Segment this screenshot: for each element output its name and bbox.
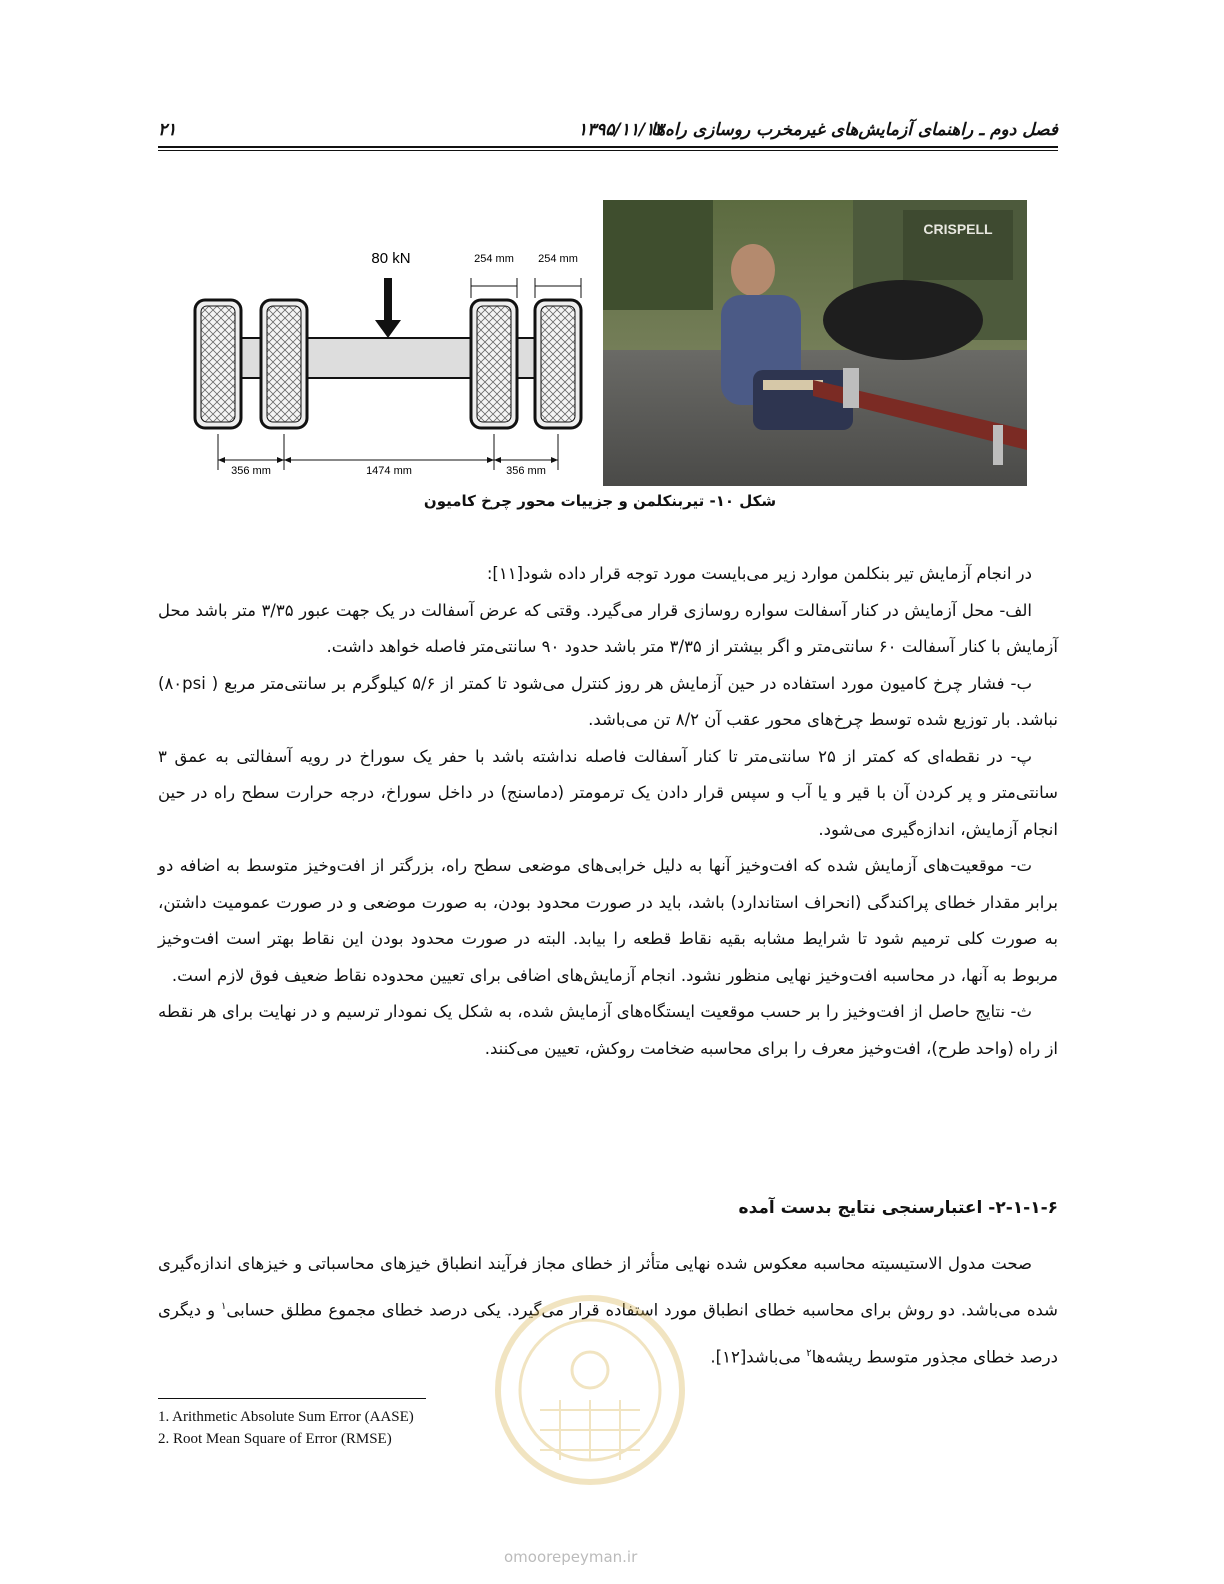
item-se: ث- نتایج حاصل از افت‌وخیز را بر حسب موقعیت ایستگاه‌های آزمایش شده، به شکل یک نمودار ترسیم و در نهایت برای هر نقطه از راه (واحد طرح)، افت‌وخیز معرف را برای محاسبه ضخامت روکش، تعیین می‌کنند. xyxy=(158,1002,1058,1058)
figure-caption: شکل ۱۰- تیربنکلمن و جزییات محور چرخ کامیون xyxy=(423,492,777,510)
footnote-rule xyxy=(158,1398,426,1399)
section-text-part3: می‌باشد[۱۲]. xyxy=(710,1347,807,1366)
load-label: 80 kN xyxy=(371,250,411,267)
watermark-seal-icon xyxy=(490,1290,690,1510)
watermark-url: omoorepeyman.ir xyxy=(504,1548,638,1566)
footnote-1: 1. Arithmetic Absolute Sum Error (AASE) xyxy=(158,1409,414,1425)
section-heading: ۲-۱-۱-۶- اعتبارسنجی نتایج بدست آمده xyxy=(738,1198,1058,1218)
spacing-middle-label: 1474 mm xyxy=(366,465,412,477)
header-rule-thin xyxy=(158,150,1058,151)
tire-left-inner xyxy=(261,300,307,428)
footnote-ref-2: ۲ xyxy=(806,1347,812,1359)
tire-width-label-1: 254 mm xyxy=(474,253,514,265)
header-date: ۱۳۹۵/۱۱/۱۳ xyxy=(578,120,664,140)
header-rule xyxy=(158,146,1058,148)
tire-left-outer xyxy=(195,300,241,428)
chapter-title: فصل دوم ـ راهنمای آزمایش‌های غیرمخرب روسازی راه‌ها xyxy=(650,120,1058,140)
tire-width-label-2: 254 mm xyxy=(538,253,578,265)
figure-10 xyxy=(185,198,1027,488)
spacing-right-label: 356 mm xyxy=(506,465,546,477)
section-text-part1: صحت مدول الاستیسیته محاسبه معکوس شده نهایی متأثر از خطای مجاز فرآیند انطباق خیزهای محاسباتی و خیزهای اندازه‌گیری شده می‌باشد. دو روش برای محاسبه خطای انطباق مورد استفاده قرار می‌گیرد. یکی درصد خطای مجموع مطلق حسابی xyxy=(158,1254,1058,1320)
section-text-part2: و دیگری درصد خطای مجذور متوسط ریشه‌ها xyxy=(158,1300,1058,1366)
item-be: ب- فشار چرخ کامیون مورد استفاده در حین آزمایش هر روز کنترل می‌شود تا کمتر از ۵/۶ کیلوگرم بر سانتی‌متر مربع ( ۸۰psi) نباشد. بار توزیع شده توسط چرخ‌های محور عقب آن ۸/۲ تن می‌باشد. xyxy=(158,673,1058,729)
page-number: ۲۱ xyxy=(158,120,177,140)
body-text xyxy=(158,556,1058,1067)
item-alef: الف- محل آزمایش در کنار آسفالت سواره روسازی قرار می‌گیرد. وقتی که عرض آسفالت در یک جهت عبور ۳/۳۵ متر باشد محل آزمایش با کنار آسفالت ۶۰ سانتی‌متر و اگر بیشتر از ۳/۳۵ متر باشد حدود ۹۰ سانتی‌متر فاصله خواهد داشت. xyxy=(158,600,1058,656)
item-te: ت- موقعیت‌های آزمایش شده که افت‌وخیز آنها به دلیل خرابی‌های موضعی سطح راه، بزرگتر از افت‌وخیز متوسط به اضافه دو برابر مقدار خطای پراکندگی (انحراف استاندارد) باشد، باید در صورت محدود بودن، به صورت موضعی و در صورت عمومیت داشتن، به صورت کلی ترمیم شود تا شرایط مشابه بقیه نقاط قطعه را بیابد. البته در صورت محدود بودن این نقاط بهتر است افت‌وخیز مربوط به آنها، در محاسبه افت‌وخیز نهایی منظور نشود. انجام آزمایش‌های اضافی برای تعیین محدوده نقاط ضعیف فوق لازم است. xyxy=(158,856,1058,985)
truck-sign-text: CRISPELL xyxy=(923,221,993,237)
field-photo xyxy=(603,200,1027,486)
axle-diagram xyxy=(185,238,595,488)
tire-right-inner xyxy=(471,300,517,428)
footnote-2: 2. Root Mean Square of Error (RMSE) xyxy=(158,1431,392,1447)
tire-right-outer xyxy=(535,300,581,428)
intro-paragraph: در انجام آزمایش تیر بنکلمن موارد زیر می‌بایست مورد توجه قرار داده شود[۱۱]: xyxy=(486,564,1032,583)
load-arrow-icon xyxy=(375,278,401,338)
item-pe: پ- در نقطه‌ای که کمتر از ۲۵ سانتی‌متر تا کنار آسفالت فاصله نداشته باشد با حفر یک سوراخ در رویه آسفالتی به عمق ۳ سانتی‌متر و پر کردن آن با قیر و یا آب و سپس قرار دادن یک ترمومتر (دماسنج) در داخل سوراخ، درجه حرارت سطح راه در حین انجام آزمایش، اندازه‌گیری می‌شود. xyxy=(158,746,1058,839)
page-header xyxy=(158,118,1058,148)
footnote-ref-1: ۱ xyxy=(221,1301,227,1312)
spacing-left-label: 356 mm xyxy=(231,465,271,477)
